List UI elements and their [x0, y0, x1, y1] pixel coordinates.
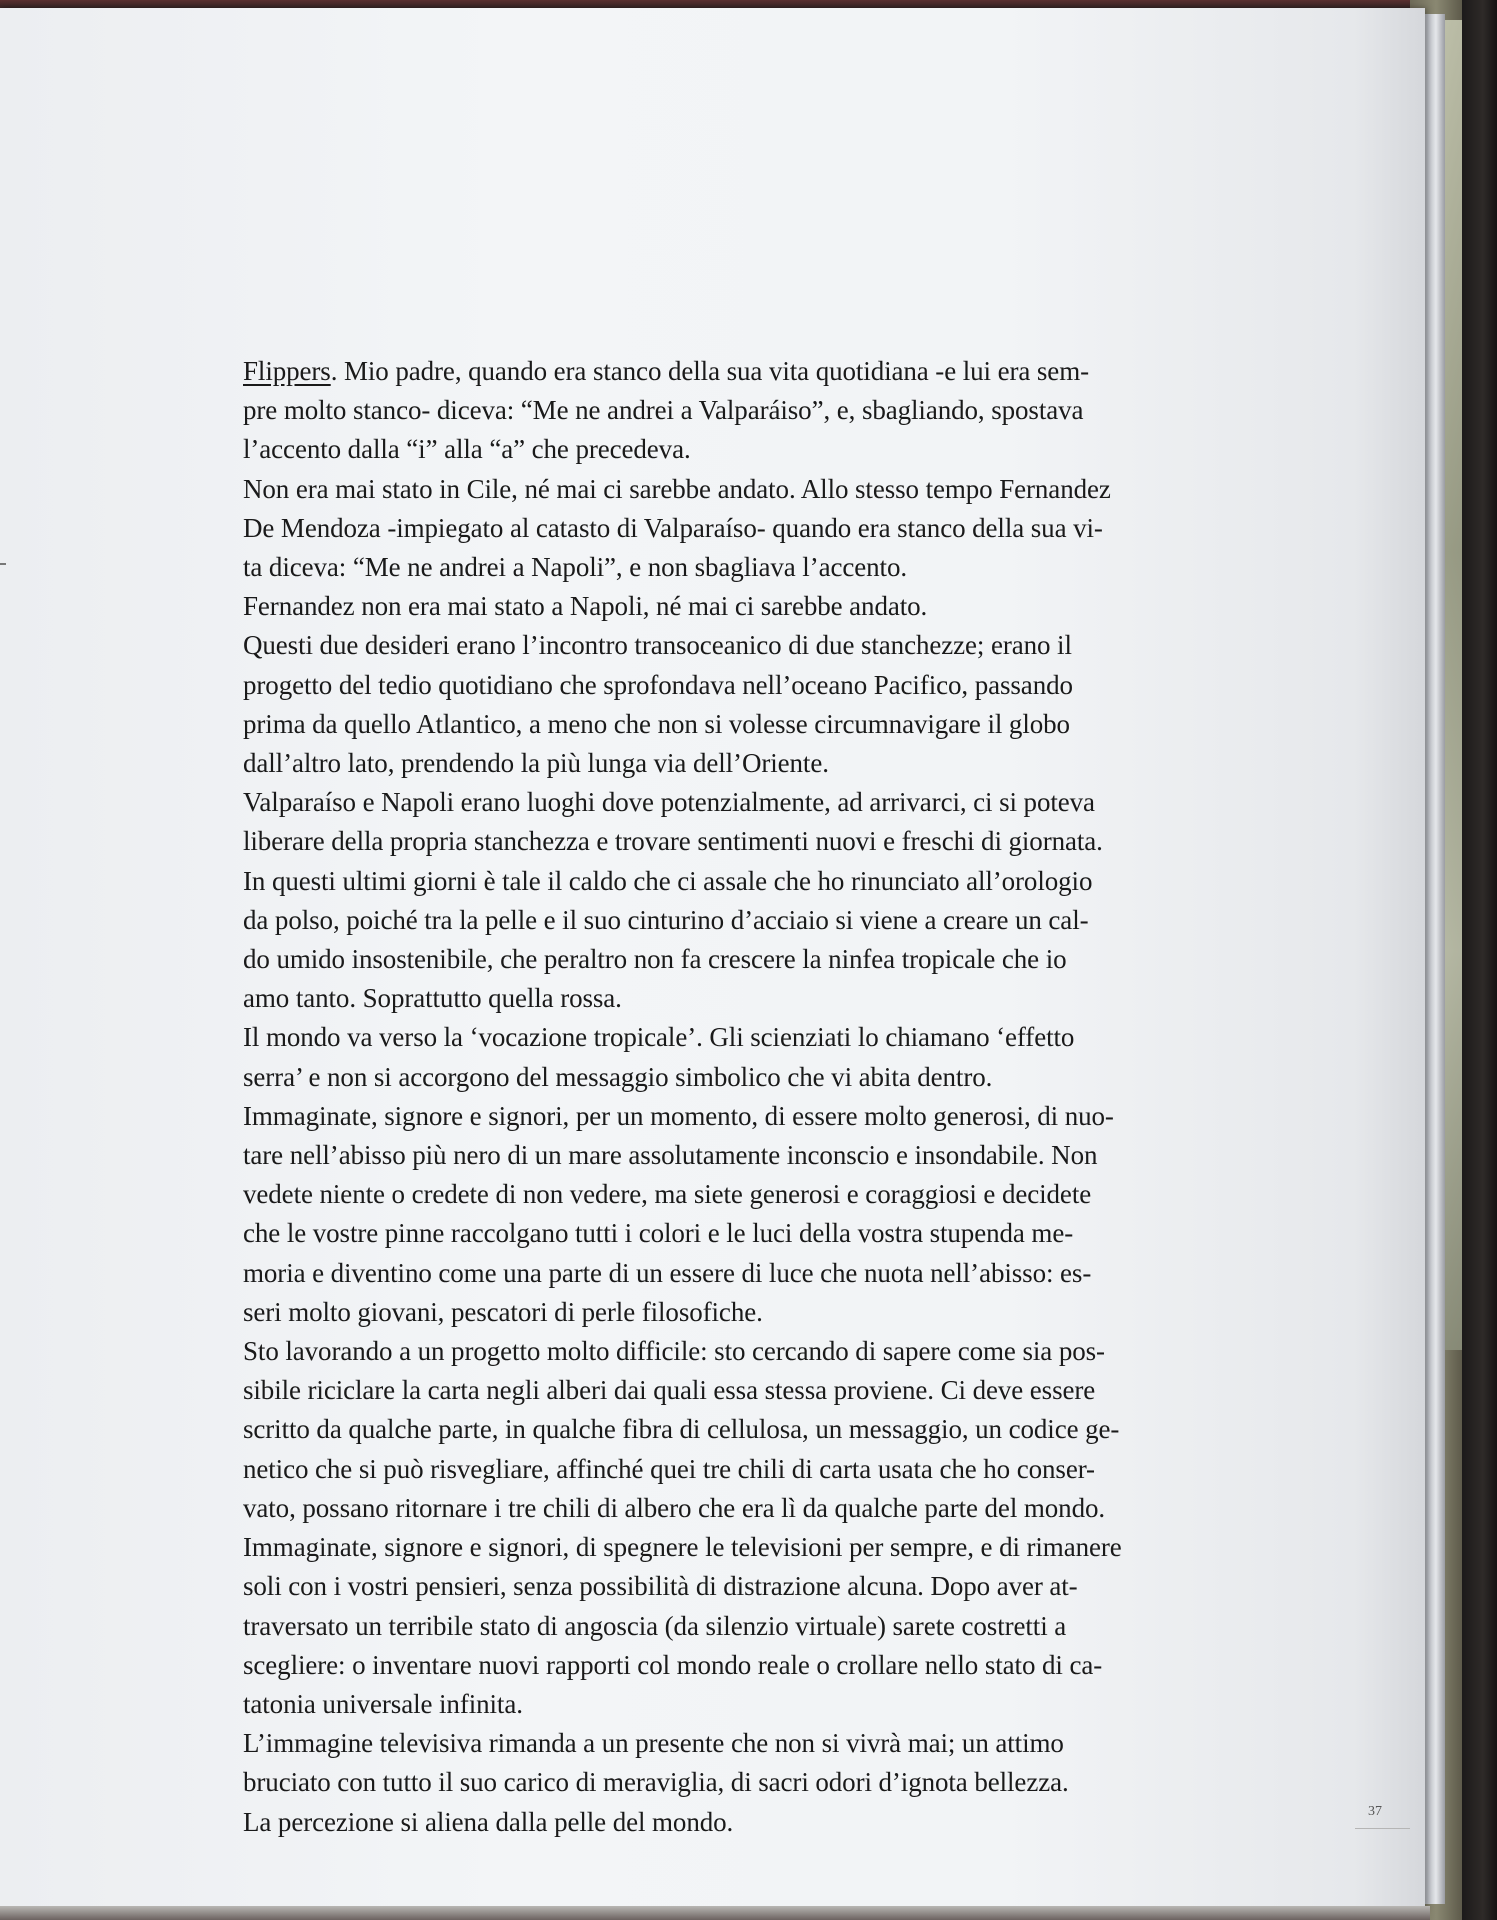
text-line: vedete niente o credete di non vedere, ma siete generosi e coraggiosi e decidete	[243, 1179, 1092, 1210]
text-line: seri molto giovani, pescatori di perle filosofiche.	[243, 1296, 763, 1327]
text-line: soli con i vostri pensieri, senza possibilità di distrazione alcuna. Dopo aver at-	[243, 1571, 1078, 1602]
page-bottom-edge	[0, 1906, 1430, 1920]
text-line: Sto lavorando a un progetto molto difficile: sto cercando di sapere come sia pos-	[243, 1336, 1105, 1367]
text-line-content: . Mio padre, quando era stanco della sua vita quotidiana -e lui era sem-	[330, 356, 1089, 386]
text-line: bruciato con tutto il suo carico di meraviglia, di sacri odori d’ignota bellezza.	[243, 1767, 1069, 1798]
text-line: do umido insostenibile, che peraltro non fa crescere la ninfea tropicale che io	[243, 944, 1067, 975]
page-number-rule	[1355, 1828, 1410, 1829]
text-line: vato, possano ritornare i tre chili di albero che era lì da qualche parte del mondo.	[243, 1492, 1106, 1523]
text-line: prima da quello Atlantico, a meno che non si volesse circumnavigare il globo	[243, 708, 1070, 739]
text-line: Il mondo va verso la ‘vocazione tropicale’. Gli scienziati lo chiamano ‘effetto	[243, 1022, 1075, 1053]
text-line: da polso, poiché tra la pelle e il suo cinturino d’acciaio si viene a creare un cal-	[243, 904, 1089, 935]
text-line: amo tanto. Soprattutto quella rossa.	[243, 983, 622, 1014]
text-line: traversato un terribile stato di angoscia (da silenzio virtuale) sarete costretti a	[243, 1610, 1067, 1641]
text-line: serra’ e non si accorgono del messaggio simbolico che vi abita dentro.	[243, 1061, 993, 1092]
text-line: ta diceva: “Me ne andrei a Napoli”, e non sbagliava l’accento.	[243, 552, 907, 583]
text-line: progetto del tedio quotidiano che sprofondava nell’oceano Pacifico, passando	[243, 669, 1073, 700]
text-line: scritto da qualche parte, in qualche fibra di cellulosa, un messaggio, un codice ge-	[243, 1414, 1120, 1445]
text-line: tatonia universale infinita.	[243, 1688, 523, 1719]
text-line: De Mendoza -impiegato al catasto di Valparaíso- quando era stanco della sua vi-	[243, 512, 1103, 543]
text-line: In questi ultimi giorni è tale il caldo che ci assale che ho rinunciato all’orologio	[243, 865, 1093, 896]
text-line: tare nell’abisso più nero di un mare assolutamente inconscio e insondabile. Non	[243, 1140, 1098, 1171]
text-line: moria e diventino come una parte di un essere di luce che nuota nell’abisso: es-	[243, 1257, 1092, 1288]
text-line: che le vostre pinne raccolgano tutti i colori e le luci della vostra stupenda me-	[243, 1218, 1074, 1249]
text-line	[243, 352, 1213, 391]
text-line: liberare della propria stanchezza e trovare sentimenti nuovi e freschi di giornata.	[243, 826, 1103, 857]
text-line: Valparaíso e Napoli erano luoghi dove potenzialmente, ad arrivarci, ci si poteva	[243, 787, 1095, 818]
page-number: 37	[1368, 1804, 1382, 1819]
margin-mark	[0, 563, 6, 565]
text-line: Non era mai stato in Cile, né mai ci sarebbe andato. Allo stesso tempo Fernandez	[243, 473, 1111, 504]
text-line: l’accento dalla “i” alla “a” che precedeva.	[243, 434, 691, 465]
text-line: pre molto stanco- diceva: “Me ne andrei a Valparáiso”, e, sbagliando, spostava	[243, 395, 1084, 426]
text-line: Questi due desideri erano l’incontro transoceanico di due stanchezze; erano il	[243, 630, 1072, 661]
text-line: Immaginate, signore e signori, di spegnere le televisioni per sempre, e di rimanere	[243, 1532, 1122, 1563]
text-line: dall’altro lato, prendendo la più lunga via dell’Oriente.	[243, 748, 829, 779]
body-text	[243, 352, 1213, 1842]
text-line: La percezione si aliena dalla pelle del mondo.	[243, 1806, 734, 1837]
text-line: scegliere: o inventare nuovi rapporti col mondo reale o crollare nello stato di ca-	[243, 1649, 1103, 1680]
section-title: Flippers	[243, 356, 331, 386]
text-line: L’immagine televisiva rimanda a un presente che non si vivrà mai; un attimo	[243, 1728, 1064, 1759]
text-line: Immaginate, signore e signori, per un momento, di essere molto generosi, di nuo-	[243, 1100, 1114, 1131]
text-line: sibile riciclare la carta negli alberi dai quali essa stessa proviene. Ci deve essere	[243, 1375, 1096, 1406]
text-line: netico che si può risvegliare, affinché quei tre chili di carta usata che ho conser-	[243, 1453, 1095, 1484]
text-line: Fernandez non era mai stato a Napoli, né mai ci sarebbe andato.	[243, 591, 928, 622]
cover-shadow	[1462, 0, 1497, 1920]
